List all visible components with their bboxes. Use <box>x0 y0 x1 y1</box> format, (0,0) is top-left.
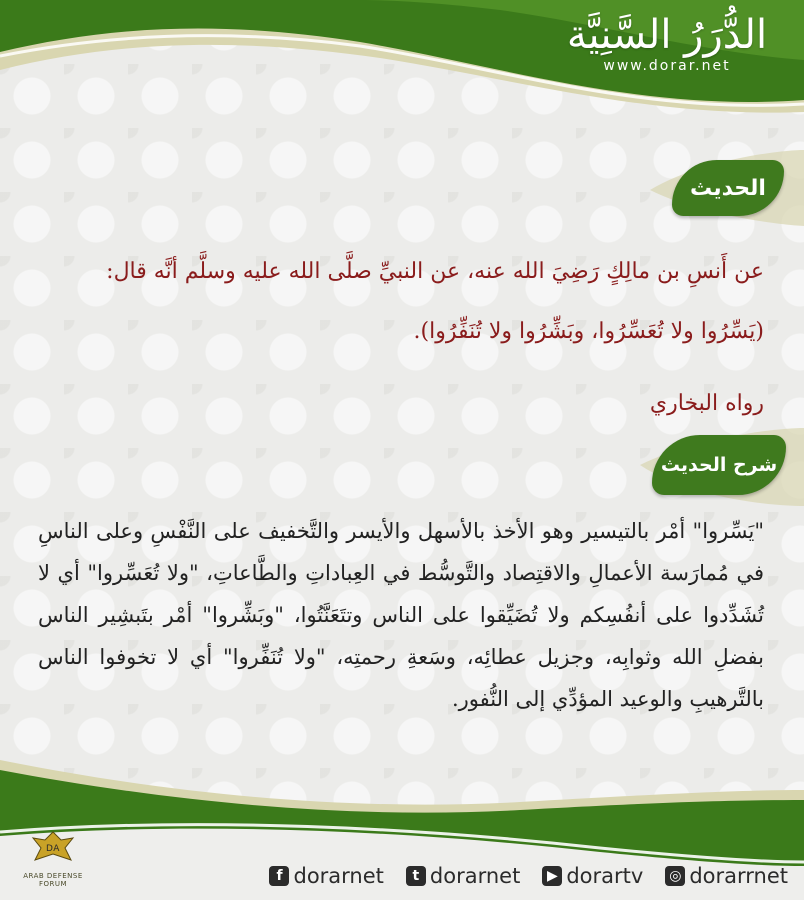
social-handle: dorartv <box>566 864 644 888</box>
logo <box>552 6 782 74</box>
twitter-icon: t <box>406 866 426 886</box>
watermark-abbr: DA <box>46 844 60 854</box>
social-facebook[interactable] <box>269 864 383 888</box>
hadith-intro: عن أَنسِ بن مالِكٍ رَضِيَ الله عنه، عن النبيِّ صلَّى الله عليه وسلَّم أنَّه قال: <box>106 259 764 284</box>
social-handle: dorarnet <box>429 864 521 888</box>
social-twitter[interactable] <box>406 864 520 888</box>
watermark <box>8 830 98 888</box>
section-heading-explanation: شرح الحديث <box>652 435 786 495</box>
facebook-icon: f <box>269 866 289 886</box>
youtube-icon: ▶ <box>542 866 562 886</box>
social-handle: dorarnet <box>293 864 384 888</box>
social-youtube[interactable] <box>542 864 643 888</box>
social-footer <box>269 864 788 888</box>
logo-name: الدُّرَرُ السَّنِيَّة <box>566 12 768 58</box>
social-handle: dorarrnet <box>689 864 788 888</box>
instagram-icon: ◎ <box>665 866 685 886</box>
watermark-text: ARAB DEFENSE FORUM <box>23 872 83 888</box>
section-heading-hadith: الحديث <box>672 160 784 216</box>
logo-url: www.dorar.net <box>603 58 731 74</box>
hadith-source: رواه البخاري <box>649 391 764 416</box>
explanation-text: "يَسِّروا" أمْر بالتيسير وهو الأخذ بالأسهل والأيسر والتَّخفيف على النَّفْسِ وعلى الناسِ في مُمارَسة الأعمالِ والاقتِصاد والتَّوسُّط في العِباداتِ والطَّاعاتِ، "ولا تُعَسِّروا" أي لا تُشَدِّدوا على أنفُسِكم ولا تُضَيِّقوا على الناس وتتَعَنَّتُوا، "وبَشِّروا" أمْر بتَبشِير الناس بفضلِ الله وثوابِه، وجزيل عطائِه، وسَعةِ رحمتِه، "ولا تُنَفِّروا" أي لا تخوفوا الناس بالتَّرهيبِ والوعيد المؤدِّي إلى النُّفور. <box>38 519 764 711</box>
social-instagram[interactable] <box>665 864 788 888</box>
watermark-emblem-icon <box>31 830 75 868</box>
hadith-text: (يَسِّرُوا ولا تُعَسِّرُوا، وبَشِّرُوا ولا تُنَفِّرُوا). <box>413 319 764 344</box>
